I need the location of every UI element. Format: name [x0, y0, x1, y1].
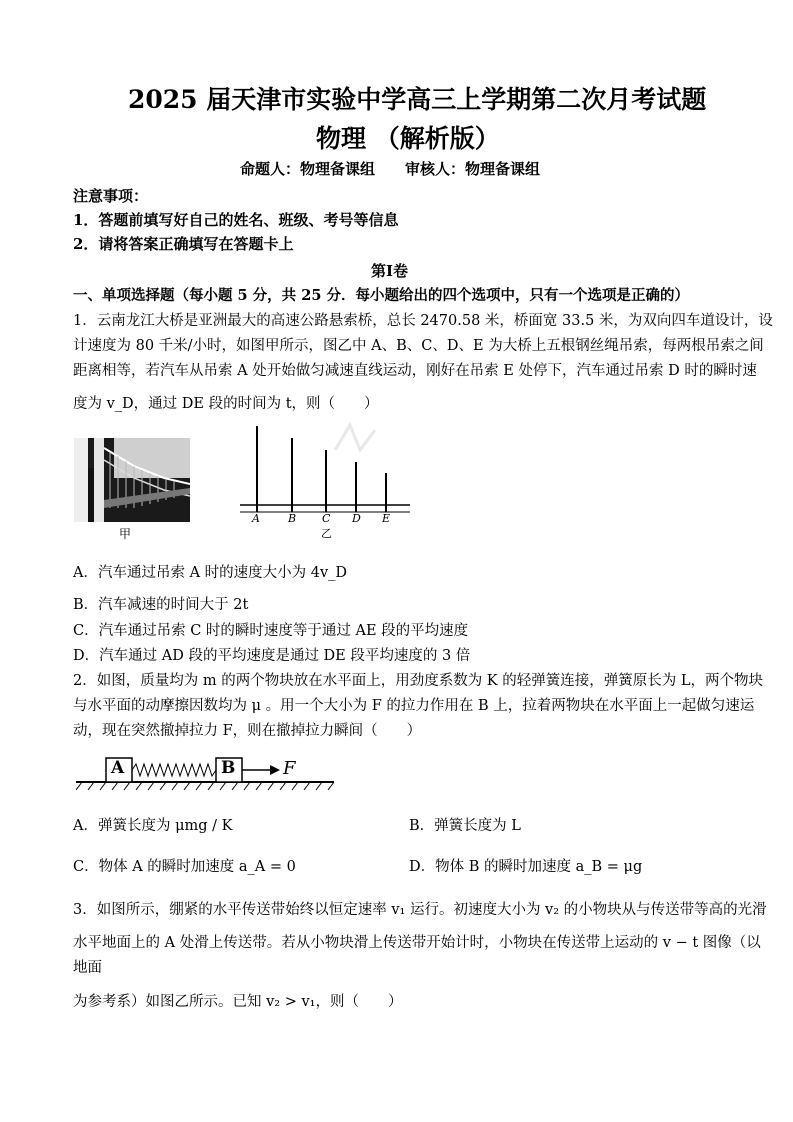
fig-label-jia: 甲 — [119, 527, 132, 541]
volume-heading: 第Ⅰ卷 — [371, 262, 409, 280]
q1-option-d: D．汽车通过 AD 段的平均速度是通过 DE 段平均速度的 3 倍 — [73, 648, 471, 664]
cable-label-c: C — [322, 512, 331, 525]
q2-line-3: 动，现在突然撤掉拉力 F，则在撤掉拉力瞬间（ ） — [73, 723, 422, 739]
q1-line-1: 1．云南龙江大桥是亚洲最大的高速公路悬索桥，总长 2470.58 米，桥面宽 33.5 米，为双向四车道设计，设 — [73, 313, 773, 329]
cables-diagram — [235, 420, 415, 540]
q1-option-a: A．汽车通过吊索 A 时的速度大小为 4v_D — [73, 565, 348, 581]
q2-option-a: A．弹簧长度为 μmg / K — [73, 818, 233, 834]
notes-item-1: 1．答题前填写好自己的姓名、班级、考号等信息 — [73, 211, 399, 229]
section-heading: 一、单项选择题（每小题 5 分，共 25 分．每小题给出的四个选项中，只有一个选项是正确的） — [73, 287, 689, 304]
q1-line-3: 距离相等，若汽车从吊索 A 处开始做匀减速直线运动，刚好在吊索 E 处停下，汽车通过吊索 D 时的瞬时速 — [73, 363, 757, 379]
block-b: B — [221, 758, 236, 778]
cable-label-e: E — [382, 512, 391, 525]
page-subtitle: 物理 （解析版） — [316, 124, 500, 153]
q3-line-3: 地面 — [73, 960, 102, 976]
cable-label-b: B — [288, 512, 297, 525]
q3-line-2: 水平地面上的 A 处滑上传送带。若从小物块滑上传送带开始计时，小物块在传送带上运动的 v − t 图像（以 — [73, 935, 761, 951]
q3-line-1: 3．如图所示，绷紧的水平传送带始终以恒定速率 v₁ 运行。初速度大小为 v₂ 的小物块从与传送带等高的光滑 — [73, 902, 767, 918]
q2-line-1: 2．如图，质量均为 m 的两个物块放在水平面上，用劲度系数为 K 的轻弹簧连接，弹簧原长为 L，两个物块 — [73, 673, 763, 689]
q1-line-4: 度为 v_D，通过 DE 段的时间为 t，则（ ） — [73, 396, 379, 412]
notes-heading: 注意事项： — [73, 187, 149, 205]
fig-label-yi: 乙 — [321, 527, 332, 540]
cable-label-a: A — [252, 512, 260, 525]
q2-option-c: C．物体 A 的瞬时加速度 a_A = 0 — [73, 859, 296, 875]
page-title: 2025 届天津市实验中学高三上学期第二次月考试题 — [128, 85, 707, 114]
q2-option-b: B．弹簧长度为 L — [409, 818, 521, 834]
authors-line: 命题人：物理备课组 审核人：物理备课组 — [240, 160, 541, 178]
spring-block-diagram — [76, 753, 336, 793]
q2-line-2: 与水平面的动摩擦因数均为 μ 。用一个大小为 F 的拉力作用在 B 上，拉着两物块在水平面上一起做匀速运 — [73, 698, 755, 714]
cable-label-d: D — [352, 512, 361, 525]
block-a: A — [111, 758, 125, 778]
notes-item-2: 2．请将答案正确填写在答题卡上 — [73, 235, 294, 253]
q1-option-b: B．汽车减速的时间大于 2t — [73, 597, 249, 613]
q3-line-4: 为参考系）如图乙所示。已知 v₂ > v₁，则（ ） — [73, 994, 403, 1010]
bridge-photo — [74, 438, 190, 522]
q1-option-c: C．汽车通过吊索 C 时的瞬时速度等于通过 AE 段的平均速度 — [73, 623, 469, 639]
force-label: F — [283, 758, 296, 779]
q1-line-2: 计速度为 80 千米/小时，如图甲所示，图乙中 A、B、C、D、E 为大桥上五根钢丝绳吊索，每两根吊索之间 — [73, 338, 764, 354]
q2-option-d: D．物体 B 的瞬时加速度 a_B = μg — [409, 859, 643, 875]
